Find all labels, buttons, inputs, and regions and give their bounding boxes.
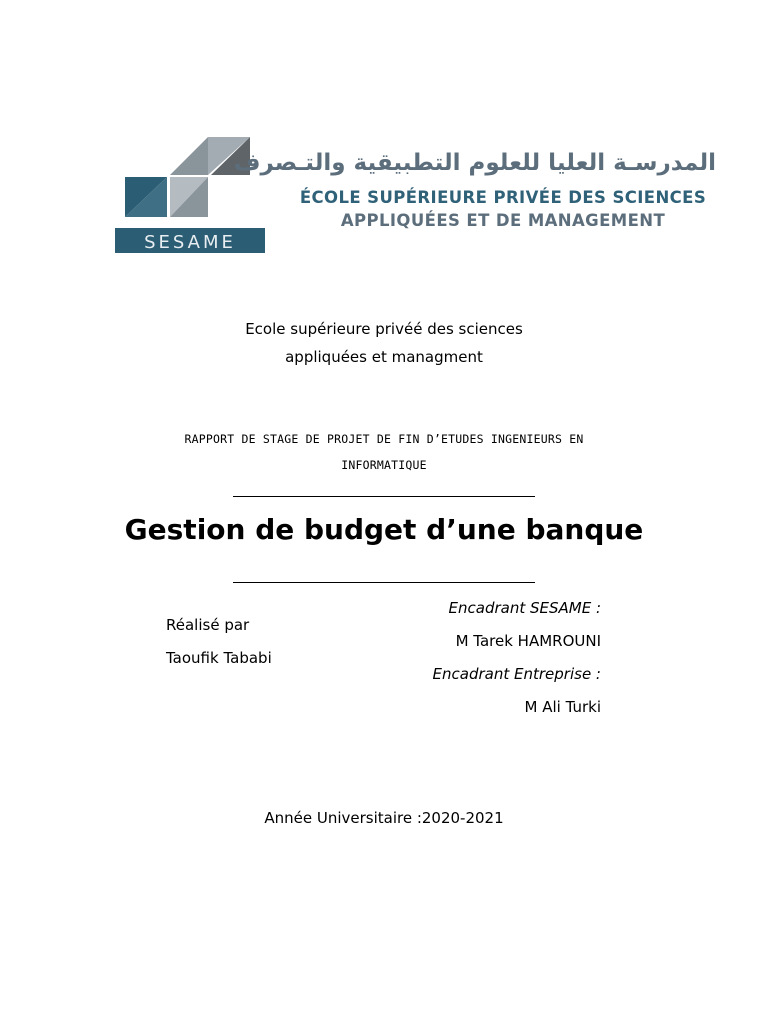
school-name-line1: Ecole supérieure privéé des sciences (245, 320, 523, 338)
academic-year: Année Universitaire :2020-2021 (264, 809, 504, 827)
company-supervisor-name: M Ali Turki (524, 698, 601, 716)
school-name-line2: appliquées et managment (285, 348, 483, 366)
document-title: Gestion de budget d’une banque (124, 513, 644, 546)
title-rule-top (233, 496, 535, 497)
logo-brand-text: SESAME (144, 232, 236, 253)
logo-french-line2: APPLIQUÉES ET DE MANAGEMENT (340, 211, 666, 230)
author-label: Réalisé par (166, 616, 250, 634)
title-rule-bottom (233, 582, 535, 583)
company-supervisor-label: Encadrant Entreprise : (432, 665, 601, 683)
logo-french-line1: ÉCOLE SUPÉRIEURE PRIVÉE DES SCIENCES (299, 188, 707, 207)
author-name: Taoufik Tababi (166, 649, 272, 667)
report-type-line2: INFORMATIQUE (341, 458, 427, 472)
sesame-supervisor-name: M Tarek HAMROUNI (455, 632, 601, 650)
logo-arabic-name: المدرسـة العليا للعلوم التطبيقية والتـصرف (233, 150, 716, 176)
logo-shape-gray-1 (170, 137, 208, 175)
report-type-line1: RAPPORT DE STAGE DE PROJET DE FIN D’ETUDES INGENIEURS EN (184, 432, 584, 446)
sesame-supervisor-label: Encadrant SESAME : (448, 599, 601, 617)
